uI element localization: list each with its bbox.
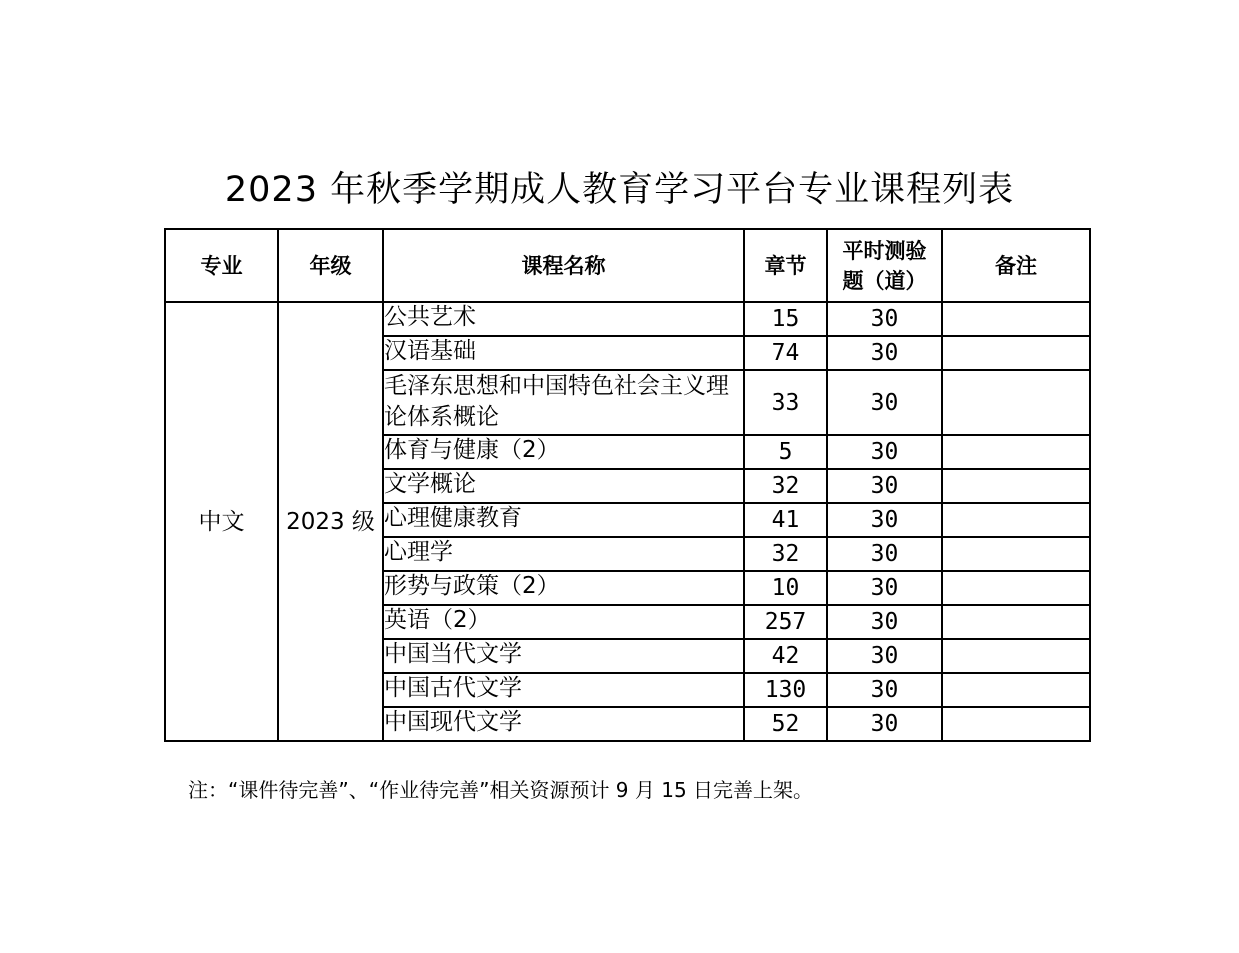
remarks-cell	[942, 469, 1090, 503]
chapter-count: 33	[744, 370, 827, 435]
chapter-count: 42	[744, 639, 827, 673]
course-name: 形势与政策（2）	[383, 571, 744, 605]
remarks-cell	[942, 302, 1090, 336]
remarks-cell	[942, 503, 1090, 537]
page-title: 2023 年秋季学期成人教育学习平台专业课程列表	[224, 170, 1015, 210]
table-header-row	[165, 229, 1090, 302]
chapter-count: 52	[744, 707, 827, 741]
chapter-count: 5	[744, 435, 827, 469]
header-grade: 年级	[278, 229, 383, 302]
quiz-count: 30	[827, 537, 942, 571]
quiz-count: 30	[827, 571, 942, 605]
grade-cell: 2023 级	[278, 302, 383, 741]
quiz-count: 30	[827, 435, 942, 469]
quiz-count: 30	[827, 370, 942, 435]
header-chapters: 章节	[744, 229, 827, 302]
chapter-count: 32	[744, 469, 827, 503]
course-name: 公共艺术	[383, 302, 744, 336]
header-quiz-line1: 平时测验	[842, 238, 927, 263]
course-table	[164, 228, 1091, 742]
header-course-name: 课程名称	[383, 229, 744, 302]
quiz-count: 30	[827, 707, 942, 741]
quiz-count: 30	[827, 503, 942, 537]
quiz-count: 30	[827, 673, 942, 707]
remarks-cell	[942, 605, 1090, 639]
course-name: 毛泽东思想和中国特色社会主义理论体系概论	[383, 370, 744, 435]
chapter-count: 41	[744, 503, 827, 537]
header-remarks: 备注	[942, 229, 1090, 302]
course-name: 中国古代文学	[383, 673, 744, 707]
course-name: 英语（2）	[383, 605, 744, 639]
header-major: 专业	[165, 229, 278, 302]
footnote: 注：“课件待完善”、“作业待完善”相关资源预计 9 月 15 日完善上架。	[188, 778, 814, 802]
quiz-count: 30	[827, 605, 942, 639]
chapter-count: 10	[744, 571, 827, 605]
course-name: 中国当代文学	[383, 639, 744, 673]
course-name: 文学概论	[383, 469, 744, 503]
remarks-cell	[942, 571, 1090, 605]
remarks-cell	[942, 370, 1090, 435]
remarks-cell	[942, 673, 1090, 707]
course-name: 心理学	[383, 537, 744, 571]
chapter-count: 74	[744, 336, 827, 370]
course-name: 体育与健康（2）	[383, 435, 744, 469]
quiz-count: 30	[827, 302, 942, 336]
course-name: 汉语基础	[383, 336, 744, 370]
header-quiz-line2: 题（道）	[842, 268, 927, 293]
remarks-cell	[942, 537, 1090, 571]
quiz-count: 30	[827, 469, 942, 503]
remarks-cell	[942, 639, 1090, 673]
course-name: 中国现代文学	[383, 707, 744, 741]
quiz-count: 30	[827, 336, 942, 370]
remarks-cell	[942, 707, 1090, 741]
chapter-count: 32	[744, 537, 827, 571]
remarks-cell	[942, 336, 1090, 370]
course-name: 心理健康教育	[383, 503, 744, 537]
chapter-count: 130	[744, 673, 827, 707]
remarks-cell	[942, 435, 1090, 469]
major-cell: 中文	[165, 302, 278, 741]
table-row	[165, 302, 1090, 336]
chapter-count: 257	[744, 605, 827, 639]
quiz-count: 30	[827, 639, 942, 673]
header-quiz	[827, 229, 942, 302]
chapter-count: 15	[744, 302, 827, 336]
